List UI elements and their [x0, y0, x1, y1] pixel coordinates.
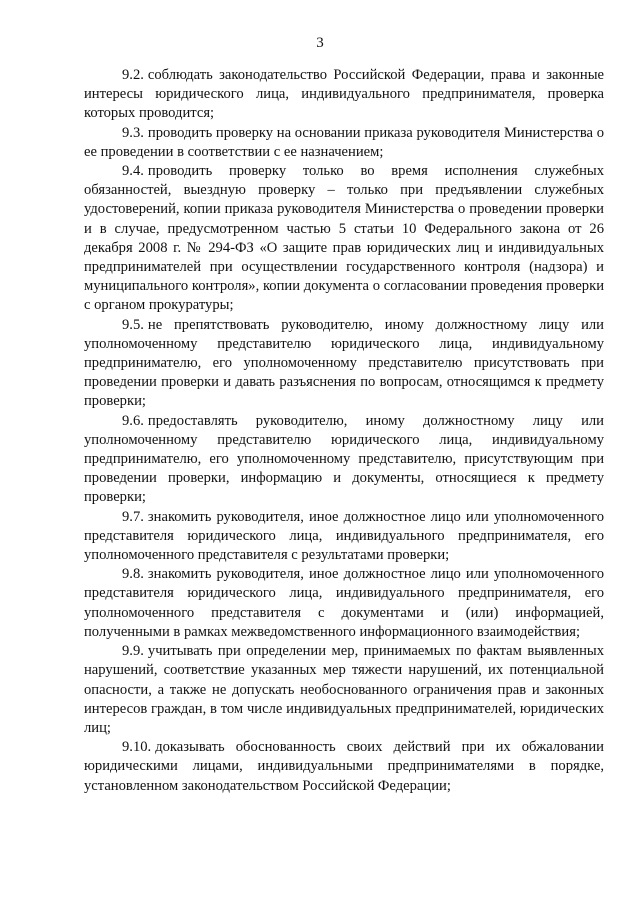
- item-number: 9.6.: [122, 412, 144, 429]
- list-item: [84, 738, 604, 796]
- item-number: 9.7.: [122, 508, 144, 525]
- list-item: [84, 124, 604, 162]
- item-text: знакомить руководителя, иное должностное лицо или уполномоченного представителя юридического лица, индивидуального предпринимателя, его уполномоченного представителя с документами и (или) информацией, полученными в рамках межведомственного информационного взаимодействия;: [84, 566, 604, 640]
- list-item: [84, 162, 604, 316]
- list-item: [84, 642, 604, 738]
- item-text: соблюдать законодательство Российской Федерации, права и законные интересы юридического лица, индивидуального предпринимателя, проверка которых проводится;: [84, 67, 604, 122]
- list-item: [84, 66, 604, 124]
- page-number: 3: [316, 35, 324, 51]
- item-number: 9.9.: [122, 643, 144, 660]
- item-text: знакомить руководителя, иное должностное лицо или уполномоченного представителя юридического лица, индивидуального предпринимателя, его уполномоченного представителя с результатами проверки;: [84, 508, 604, 564]
- list-item: [84, 316, 604, 412]
- item-number: 9.5.: [122, 316, 144, 333]
- document-body: [84, 66, 604, 796]
- item-text: предоставлять руководителю, иному должностному лицу или уполномоченному представителю юридического лица, индивидуальному предпринимателю, его уполномоченному представителю, присутствующим при проведении проверки, информацию и документы, относящиеся к предмету проверки;: [84, 412, 604, 506]
- list-item: [84, 565, 604, 642]
- item-text: не препятствовать руководителю, иному должностному лицу или уполномоченному представителю юридического лица, индивидуальному предпринимателю, его уполномоченному представителю присутствовать при проведении проверки и давать разъяснения по вопросам, относящимся к предмету проверки;: [84, 316, 604, 410]
- item-text: учитывать при определении мер, принимаемых по фактам выявленных нарушений, соответствие указанных мер тяжести нарушений, их потенциальной опасности, а также не допускать необоснованного ограничения прав и законных интересов граждан, в том числе индивидуальных предпринимателей, юридических лиц;: [84, 643, 604, 736]
- list-item: [84, 412, 604, 508]
- item-text: доказывать обоснованность своих действий при их обжаловании юридическими лицами, индивидуальными предпринимателями в порядке, установленном законодательством Российской Федерации;: [84, 739, 604, 794]
- item-number: 9.10.: [122, 739, 152, 756]
- item-number: 9.3.: [122, 124, 144, 141]
- item-text: проводить проверку на основании приказа руководителя Министерства о ее проведении в соответствии с ее назначением;: [84, 124, 604, 160]
- item-number: 9.8.: [122, 566, 144, 583]
- item-number: 9.4.: [122, 163, 144, 180]
- item-text: проводить проверку только во время исполнения служебных обязанностей, выездную проверку – только при предъявлении служебных удостоверений, копии приказа руководителя Министерства о проведении проверки и в случае, предусмотренном частью 5 статьи 10 Федерального закона от 26 декабря 2008 г. № 294-ФЗ «О защите прав юридических лиц и индивидуальных предпринимателей при осуществлении государственного контроля (надзора) и муниципального контроля», копии документа о согласовании проведения проверки с органом прокуратуры;: [84, 163, 604, 314]
- list-item: [84, 508, 604, 566]
- item-number: 9.2.: [122, 67, 144, 83]
